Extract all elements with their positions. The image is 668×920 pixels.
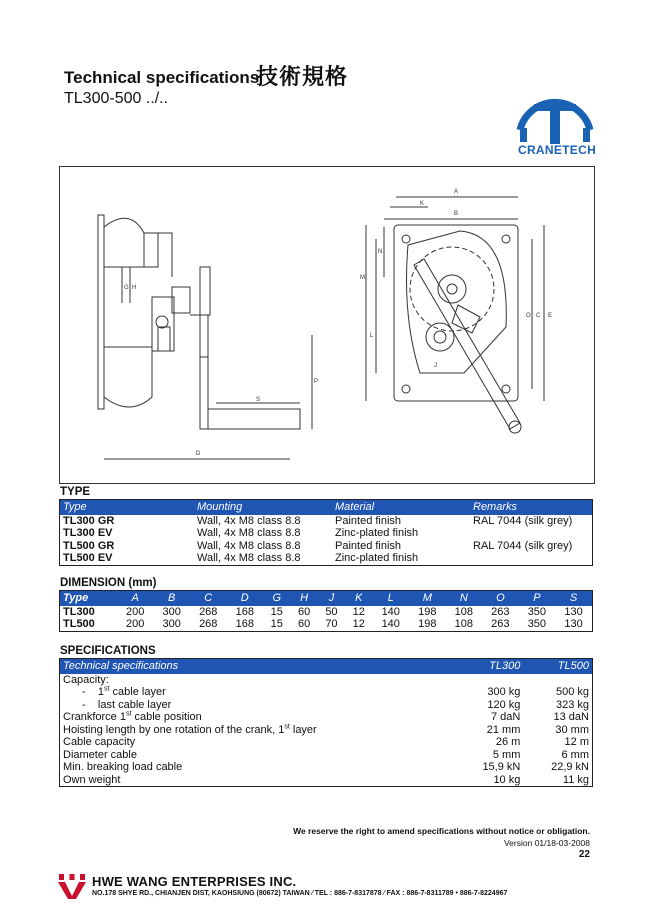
cell-tl500: 13 daN xyxy=(553,711,589,723)
col-tl300: TL300 xyxy=(455,659,523,674)
cell-type: TL300 xyxy=(63,605,95,618)
cell-tl500: 11 kg xyxy=(562,773,589,786)
side-view-crank xyxy=(190,315,208,357)
dim-label-a: A xyxy=(454,189,459,195)
col-b: B xyxy=(153,591,190,606)
cell-tl500: 6 mm xyxy=(561,748,589,761)
dim-label-m: M xyxy=(360,275,365,281)
col-material: Material xyxy=(332,500,470,515)
col-k: K xyxy=(345,591,372,606)
cell: 268 xyxy=(199,605,218,618)
table-row xyxy=(60,774,593,787)
page-subtitle: TL300-500 ../.. xyxy=(64,90,169,107)
cell-label: Cable capacity xyxy=(63,736,136,748)
cell-material: Zinc-plated finish xyxy=(335,552,419,564)
dim-label-b: B xyxy=(454,211,459,217)
cell: 140 xyxy=(381,605,400,618)
table-row xyxy=(60,527,593,540)
cell-tl500: 12 m xyxy=(564,736,589,748)
amendment-note: We reserve the right to amend specifications without notice or obligation. xyxy=(293,826,590,836)
col-a: A xyxy=(117,591,154,606)
cell: 108 xyxy=(454,605,473,618)
cell-type: TL300 EV xyxy=(63,527,113,539)
dimension-heading: DIMENSION (mm) xyxy=(60,577,157,589)
cell-mounting: Wall, 4x M8 class 8.8 xyxy=(197,539,301,552)
cell-material: Painted finish xyxy=(335,514,402,527)
cell-label: Diameter cable xyxy=(63,748,137,761)
cell-tl300: 300 kg xyxy=(487,686,521,698)
cell-label: Min. breaking load cable xyxy=(63,761,183,773)
cell: 108 xyxy=(454,618,473,630)
cell: 300 xyxy=(162,618,181,630)
cell-tl500: 323 kg xyxy=(555,698,589,711)
cell: 70 xyxy=(325,618,338,630)
company-logo-icon xyxy=(57,872,87,900)
specifications-table-header xyxy=(60,659,593,674)
col-tl500: TL500 xyxy=(523,659,592,674)
col-j: J xyxy=(318,591,345,606)
table-row xyxy=(60,552,593,565)
col-m: M xyxy=(409,591,446,606)
cell-label: - last cable layer xyxy=(82,698,172,711)
cell: 140 xyxy=(381,618,400,630)
cell: 263 xyxy=(491,618,510,630)
dimension-table xyxy=(59,590,593,632)
type-table xyxy=(59,499,593,566)
col-s: S xyxy=(555,591,592,606)
cell: 168 xyxy=(235,605,254,618)
cell-label: Own weight xyxy=(63,773,121,786)
cell-type: TL300 GR xyxy=(63,514,115,527)
company-address: NO.178 SHYE RD., CHIANJEN DIST, KAOHSIUNG (80672) TAIWAN ⁄ TEL : 886-7-8317878 ⁄ FAX : 886-7-8311789 • 886-7-8224967 xyxy=(92,890,508,897)
type-heading: TYPE xyxy=(60,486,91,498)
cell: 130 xyxy=(564,605,583,618)
table-row xyxy=(60,606,593,619)
cell: 12 xyxy=(352,618,365,630)
cell-remarks xyxy=(470,527,593,540)
cell-tl500: 22,9 kN xyxy=(551,761,589,773)
cell-mounting: Wall, 4x M8 class 8.8 xyxy=(197,527,301,539)
cell: 130 xyxy=(564,618,583,630)
col-type: Type xyxy=(60,500,195,515)
cell: 50 xyxy=(325,605,338,618)
table-row xyxy=(60,724,593,737)
specifications-heading: SPECIFICATIONS xyxy=(60,645,156,657)
col-spec: Technical specifications xyxy=(60,659,456,674)
page-title: Technical specifications xyxy=(64,68,260,87)
cell-tl300: 120 kg xyxy=(487,698,521,711)
cell-tl300: 5 mm xyxy=(492,748,521,761)
cell: 263 xyxy=(491,605,510,618)
dim-label-n: N xyxy=(378,249,383,255)
cell: 200 xyxy=(126,605,145,618)
dim-label-p: P xyxy=(314,379,319,385)
table-row xyxy=(60,749,593,762)
dimension-table-header xyxy=(60,591,593,606)
dim-label-g: G xyxy=(124,285,129,291)
cell: 268 xyxy=(199,618,218,630)
cell: 12 xyxy=(352,605,365,618)
cell: 350 xyxy=(527,605,547,618)
cell-tl500: 500 kg xyxy=(555,686,589,698)
cell-tl300: 10 kg xyxy=(493,773,521,786)
company-name: HWE WANG ENTERPRISES INC. xyxy=(92,874,297,889)
table-row xyxy=(60,674,593,687)
specifications-table xyxy=(59,658,593,787)
cell-material: Zinc-plated finish xyxy=(335,527,419,539)
page-number: 22 xyxy=(578,849,590,860)
table-row xyxy=(60,515,593,528)
table-row xyxy=(60,711,593,724)
cell-remarks: RAL 7044 (silk grey) xyxy=(473,514,573,527)
cell: 60 xyxy=(297,618,311,630)
table-row xyxy=(60,618,593,631)
cell-capacity-label: Capacity: xyxy=(63,673,109,686)
cell-remarks: RAL 7044 (silk grey) xyxy=(473,539,573,552)
technical-drawing xyxy=(59,166,595,484)
cell-label: Crankforce 1st cable position xyxy=(63,710,202,723)
col-l: L xyxy=(372,591,409,606)
cell-type: TL500 EV xyxy=(63,552,113,564)
cell: 300 xyxy=(162,605,181,618)
col-n: N xyxy=(446,591,483,606)
table-row xyxy=(60,686,593,699)
type-table-header xyxy=(60,500,593,515)
cell: 200 xyxy=(126,618,145,630)
cell: 60 xyxy=(297,605,311,618)
cell: 198 xyxy=(418,618,437,630)
dim-label-l: L xyxy=(370,333,374,339)
cell-tl500: 30 mm xyxy=(555,723,589,736)
winch-drawing xyxy=(60,167,594,483)
col-type: Type xyxy=(60,591,117,606)
col-o: O xyxy=(482,591,519,606)
page-title-chinese: 技術規格 xyxy=(256,64,349,89)
logo-text: CRANETECH xyxy=(518,143,597,157)
col-remarks: Remarks xyxy=(470,500,593,515)
col-p: P xyxy=(519,591,556,606)
cell-material: Painted finish xyxy=(335,539,402,552)
cell-type: TL500 xyxy=(63,618,95,630)
cell-tl300: 7 daN xyxy=(491,711,521,723)
table-row xyxy=(60,699,593,712)
cell: 168 xyxy=(235,618,254,630)
cell-label: - 1st cable layer xyxy=(82,685,166,698)
table-row xyxy=(60,761,593,774)
cell-tl300: 21 mm xyxy=(486,723,521,736)
col-h: H xyxy=(290,591,317,606)
col-d: D xyxy=(227,591,264,606)
cell-remarks xyxy=(470,552,593,565)
dim-label-c: C xyxy=(536,313,541,319)
cell-tl300: 26 m xyxy=(495,736,521,748)
dim-label-e: E xyxy=(548,313,553,319)
cell: 198 xyxy=(418,605,437,618)
version-text: Version 01/18-03-2008 xyxy=(503,838,590,848)
col-mounting: Mounting xyxy=(194,500,332,515)
dim-label-d: D xyxy=(196,451,201,457)
dim-label-j: J xyxy=(434,363,437,369)
side-view-drum xyxy=(98,215,104,409)
cell: 15 xyxy=(270,618,283,630)
col-g: G xyxy=(263,591,290,606)
cell-type: TL500 GR xyxy=(63,539,115,552)
cell: 350 xyxy=(527,618,547,630)
cell: 15 xyxy=(270,605,283,618)
dim-label-s: S xyxy=(256,397,261,403)
dim-label-k: K xyxy=(420,201,425,207)
dim-label-h: H xyxy=(132,285,137,291)
dim-label-o: O xyxy=(526,313,531,319)
cell-tl300: 15,9 kN xyxy=(482,761,521,773)
cell-mounting: Wall, 4x M8 class 8.8 xyxy=(197,514,301,527)
table-row xyxy=(60,540,593,553)
cell-mounting: Wall, 4x M8 class 8.8 xyxy=(197,552,301,564)
table-row xyxy=(60,736,593,749)
col-c: C xyxy=(190,591,227,606)
cell-label: Hoisting length by one rotation of the crank, 1st layer xyxy=(63,722,317,736)
